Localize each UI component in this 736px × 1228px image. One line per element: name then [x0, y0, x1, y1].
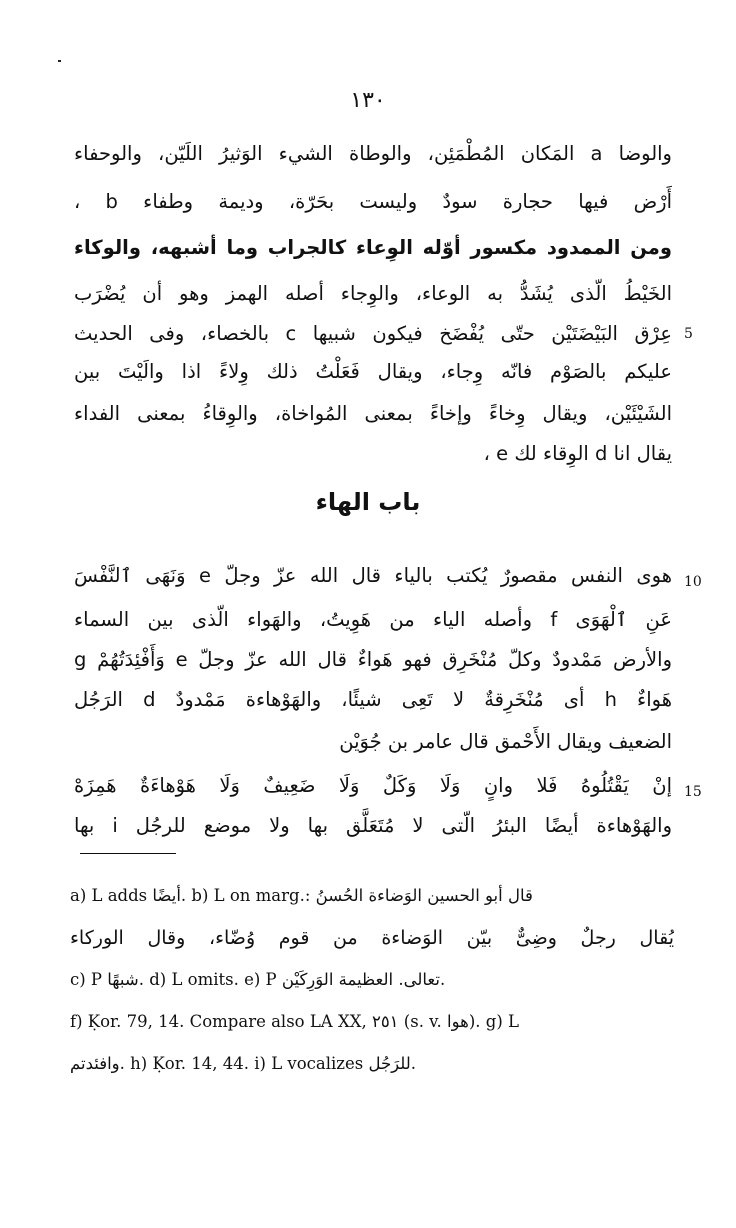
footnote-line-3: c) P شبهًا. d) L omits. e) P تعالى. العظيمة الوَرِكَيْن. — [70, 970, 446, 989]
footnote-rule — [80, 853, 176, 854]
footnote-line-1: a) L adds أيضًا. b) L on marg.: قال أبو الحسين الوَضاءة الحُسنُ — [70, 886, 533, 905]
footnote-line-4: f) Ḳor. 79, 14. Compare also LA XX, ٢٥١ (s. v. هوا). g) L — [70, 1012, 519, 1031]
ink-speck — [58, 60, 61, 62]
body-line-2: أَرْض فيها حجارة سودٌ وليست بحَرّة، وديمة وطفاء b ، — [74, 190, 672, 213]
body-line-1: والوضا a المَكان المُطْمَئِن، والوطاة الشيء الوَثيرُ اللَيّن، والوحفاء — [74, 142, 672, 165]
section-line-2: عَنِ ٱلْهَوَى f وأصله الياء من هَوِيتُ، والهَواء الّذى بين السماء — [74, 608, 672, 631]
section-line-4: هَواءٌ h أى مُنْخَرِقةٌ لا تَعِى شيئًا، والهَوْهاءة مَمْدودٌ d الرَجُل — [74, 688, 672, 711]
body-line-7: الشَيْئَيْن، ويقال وِخاءً وإخاءً بمعنى المُواخاة، والوِقاءُ بمعنى الفداء — [74, 402, 672, 425]
page-number: ١٣٠ — [350, 88, 386, 113]
margin-number-15: 15 — [684, 784, 702, 800]
section-line-1: هوى النفس مقصورٌ يُكتب بالياء قال الله عزّ وجلّ e وَنَهَى ٱلنَّفْسَ — [74, 564, 672, 587]
section-heading: باب الهاء — [315, 488, 421, 516]
body-line-4: الخَيْطُ الّذى يُشَدُّ به الوعاء، والوِجاء أصله الهمز وهو أن يُضْرَب — [74, 282, 672, 305]
margin-number-10: 10 — [684, 574, 702, 590]
section-line-7: والهَوْهاءة أيضًا البئرُ الّتى لا مُتَعَلَّق بها ولا موضع للرجُل i بها — [74, 814, 672, 837]
body-line-5: عِرْق البَيْضَتَيْن حتّى يُفْضَخ فيكون شبيها c بالخصاء، وفى الحديث — [74, 322, 672, 345]
body-line-6: عليكم بالصَوْم فانّه وِجاء، ويقال فَعَلْتُ ذلك وِلاءً اذا والَيْتَ بين — [74, 360, 672, 383]
section-line-3: والأرض مَمْدودٌ وكلّ مُنْخَرِق فهو هَواءٌ قال الله عزّ وجلّ e وَأَفْئِدَتُهُمْ g — [74, 648, 672, 671]
body-line-3: ومن الممدود مكسور أوّله الوِعاء كالجراب وما أشبهه، والوكاء — [74, 236, 672, 259]
body-line-8: يقال انا d الوِقاء لك e ، — [483, 442, 672, 465]
margin-number-5: 5 — [684, 326, 693, 342]
footnote-line-2: يُقال رجلٌ وضِىٌّ بيّن الوَضاءة من قوم وُضّاء، وقال الوركاء — [70, 927, 674, 949]
section-line-6: إنْ يَقْتُلُوهُ فَلا وانٍ وَلَا وَكَلٌ وَلَا ضَعِيفٌ وَلَا هَوْهاءَةٌ هَمِزَهْ — [74, 774, 672, 797]
footnote-line-5: وافئدتم. h) Ḳor. 14, 44. i) L vocalizes للرَجُل. — [70, 1054, 417, 1073]
section-line-5: الضعيف ويقال الأَحْمق قال عامر بن جُوَيْن — [339, 730, 672, 753]
